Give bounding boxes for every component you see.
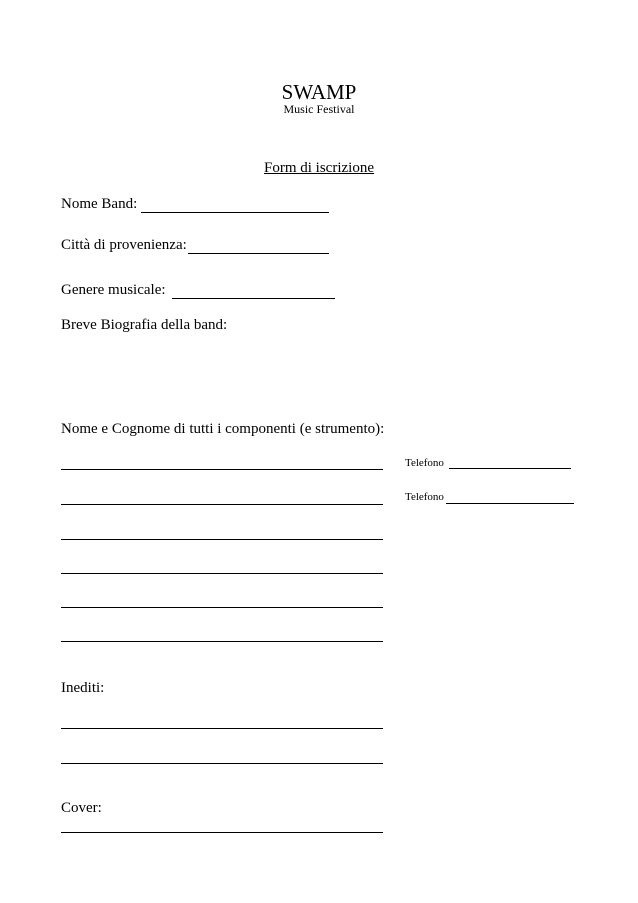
phone-label: Telefono: [405, 491, 444, 503]
members-label: Nome e Cognome di tutti i componenti (e strumento):: [61, 421, 385, 437]
phone-field[interactable]: [446, 503, 574, 504]
member-line[interactable]: [61, 641, 383, 642]
band-name-field[interactable]: [141, 212, 329, 213]
phone-field[interactable]: [449, 468, 571, 469]
page-title: SWAMP: [281, 80, 357, 104]
unreleased-line[interactable]: [61, 763, 383, 764]
city-label: Città di provenienza:: [61, 237, 187, 253]
cover-label: Cover:: [61, 800, 102, 816]
genre-field[interactable]: [172, 298, 335, 299]
bio-label: Breve Biografia della band:: [61, 317, 228, 333]
genre-label: Genere musicale:: [61, 282, 166, 298]
page-subtitle: Music Festival: [283, 102, 355, 116]
member-line[interactable]: [61, 573, 383, 574]
unreleased-line[interactable]: [61, 728, 383, 729]
member-line[interactable]: [61, 607, 383, 608]
member-line[interactable]: [61, 539, 383, 540]
band-name-label: Nome Band:: [61, 196, 138, 212]
form-title: Form di iscrizione: [264, 160, 374, 176]
member-line[interactable]: [61, 504, 383, 505]
cover-line[interactable]: [61, 832, 383, 833]
city-field[interactable]: [188, 253, 329, 254]
bio-field[interactable]: [61, 340, 581, 410]
unreleased-label: Inediti:: [61, 680, 105, 696]
phone-label: Telefono: [405, 457, 444, 469]
member-line[interactable]: [61, 469, 383, 470]
